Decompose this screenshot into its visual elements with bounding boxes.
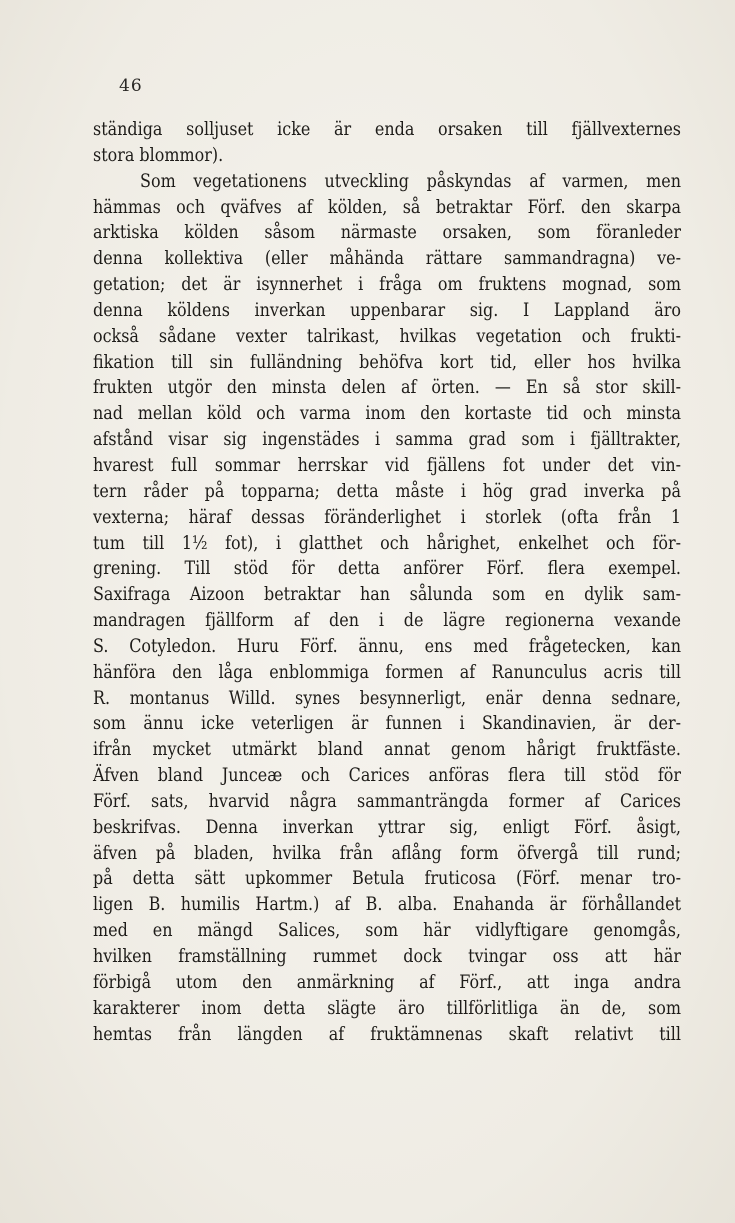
text-line: tum till 1½ fot), i glatthet och hårighet, enkelhet och för- (93, 531, 681, 554)
text-line: grening. Till stöd för detta anförer Förf. flera exempel. (93, 557, 681, 580)
text-line: stora blommor). (93, 143, 224, 166)
text-line: Äfven bland Junceæ och Carices anföras flera till stöd för (93, 764, 681, 787)
text-line: Förf. sats, hvarvid några sammanträngda former af Carices (93, 789, 681, 812)
text-line: tern råder på topparna; detta måste i hög grad inverka på (93, 479, 681, 502)
text-line: som ännu icke veterligen är funnen i Skandinavien, är der- (93, 712, 681, 735)
text-line: denna köldens inverkan uppenbarar sig. I Lappland äro (93, 298, 681, 321)
text-line: mandragen fjällform af den i de lägre regionerna vexande (93, 609, 681, 632)
text-line: denna kollektiva (eller måhända rättare sammandragna) ve- (93, 247, 681, 270)
text-line: arktiska kölden såsom närmaste orsaken, som föranleder (93, 221, 681, 244)
body-text (93, 117, 681, 1047)
text-line: fikation till sin fulländning behöfva kort tid, eller hos hvilka (93, 350, 681, 373)
text-line: ligen B. humilis Hartm.) af B. alba. Enahanda är förhållandet (93, 893, 681, 916)
text-line: ständiga solljuset icke är enda orsaken till fjällvexternes (93, 118, 681, 140)
text-line: hvilken framställning rummet dock tvingar oss att här (93, 945, 681, 967)
text-line: getation; det är isynnerhet i fråga om fruktens mognad, som (93, 273, 681, 296)
text-line: frukten utgör den minsta delen af örten. — En så stor skill- (93, 376, 681, 399)
text-line: äfven på bladen, hvilka från aflång form öfvergå till rund; (93, 841, 681, 864)
text-line: karakterer inom detta slägte äro tillförlitliga än de, som (93, 996, 681, 1019)
text-line: nad mellan köld och varma inom den kortaste tid och minsta (93, 402, 681, 425)
text-line: hemtas från längden af fruktämnenas skaft relativt till (93, 1022, 681, 1045)
text-line: hvarest full sommar herrskar vid fjällens fot under det vin- (93, 453, 681, 476)
text-line: också sådane vexter talrikast, hvilkas vegetation och frukti- (93, 324, 681, 347)
text-line: vexterna; häraf dessas föränderlighet i storlek (ofta från 1 (93, 505, 681, 528)
text-line: Som vegetationens utveckling påskyndas af varmen, men (140, 169, 682, 192)
text-line: hänföra den låga enblommiga formen af Ranunculus acris till (93, 660, 681, 683)
text-line: ifrån mycket utmärkt bland annat genom hårigt fruktfäste. (93, 738, 681, 761)
text-line: med en mängd Salices, som här vidlyftigare genomgås, (93, 919, 681, 942)
page-number: 46 (119, 76, 143, 96)
text-line: hämmas och qväfves af kölden, så betraktar Förf. den skarpa (93, 195, 681, 218)
text-line: förbigå utom den anmärkning af Förf., att inga andra (93, 970, 681, 993)
text-line: på detta sätt upkommer Betula fruticosa (Förf. menar tro- (93, 867, 681, 890)
text-line: S. Cotyledon. Huru Förf. ännu, ens med frågetecken, kan (93, 634, 681, 657)
text-line: R. montanus Willd. synes besynnerligt, enär denna sednare, (93, 686, 681, 709)
text-line: Saxifraga Aizoon betraktar han sålunda som en dylik sam- (93, 583, 681, 606)
text-line: afstånd visar sig ingenstädes i samma grad som i fjälltrakter, (93, 428, 681, 451)
text-line: beskrifvas. Denna inverkan yttrar sig, enligt Förf. åsigt, (93, 815, 681, 838)
